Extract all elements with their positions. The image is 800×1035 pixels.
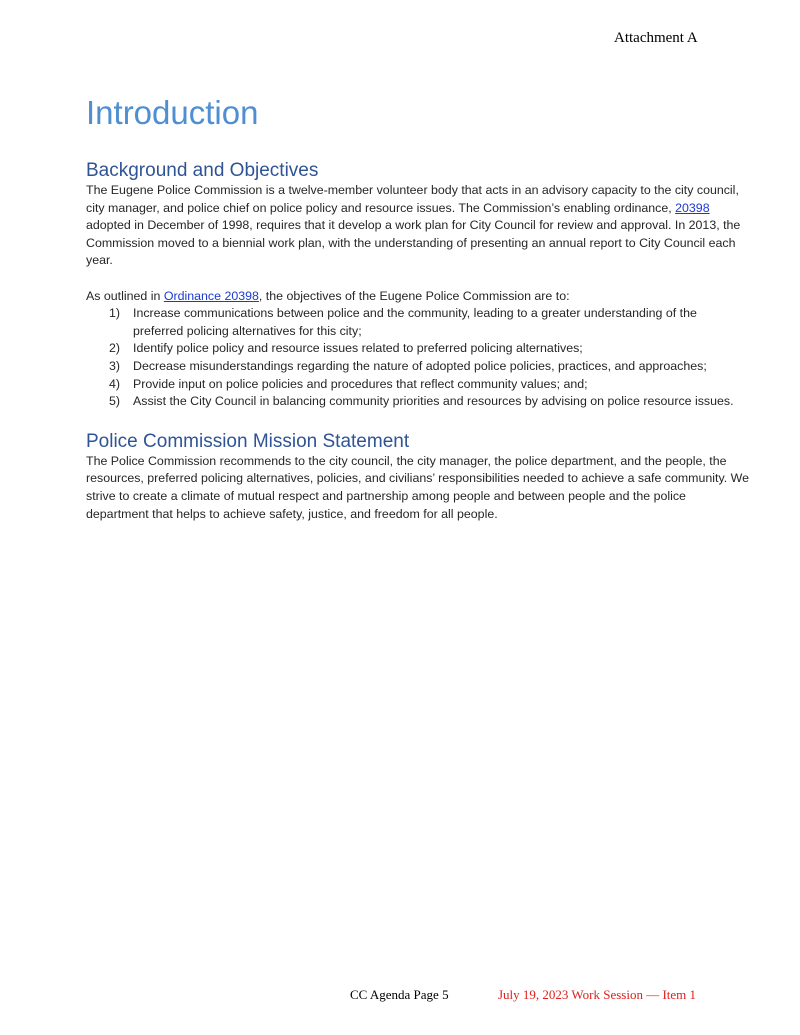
objective-number: 2) bbox=[109, 341, 121, 356]
ordinance-20398-link[interactable]: Ordinance 20398 bbox=[163, 288, 259, 303]
objective-item bbox=[86, 305, 750, 340]
objectives-intro bbox=[86, 288, 750, 306]
objective-number: 4) bbox=[109, 376, 121, 391]
objective-number: 5) bbox=[109, 394, 121, 409]
objective-item bbox=[86, 340, 750, 358]
attachment-label: Attachment A bbox=[614, 30, 698, 46]
mission-paragraph: The Police Commission recommends to the city council, the city manager, the police department, and the people, the resources, preferred policing alternatives, policies, and civilians’ responsibilities needed to achieve a safe community. We strive to create a climate of mutual respect and partnership among people and between people and the police department that helps to achieve safety, justice, and freedom for all people. bbox=[86, 453, 750, 521]
background-heading: Background and Objectives bbox=[86, 160, 319, 181]
objective-item bbox=[86, 358, 750, 376]
ordinance-link[interactable]: 20398 bbox=[675, 200, 710, 215]
objective-item bbox=[86, 393, 750, 411]
background-text-end: adopted in December of 1998, requires that it develop a work plan for City Council for review and approval. In 2013, the Commission moved to a biennial work plan, with the understanding of presenting an annual report to City Council each year. bbox=[86, 218, 741, 268]
mission-heading: Police Commission Mission Statement bbox=[86, 430, 410, 452]
document-body bbox=[86, 90, 750, 523]
background-paragraph bbox=[86, 182, 750, 270]
footer-page-number: CC Agenda Page 5 bbox=[350, 987, 449, 1002]
objective-item bbox=[86, 376, 750, 394]
objective-number: 1) bbox=[109, 306, 121, 321]
objective-number: 3) bbox=[109, 358, 121, 373]
objective-text: Assist the City Council in balancing community priorities and resources by advising on police resource issues. bbox=[133, 394, 734, 409]
objectives-intro-start: As outlined in bbox=[86, 288, 164, 303]
footer-session: July 19, 2023 Work Session — Item 1 bbox=[498, 987, 697, 1002]
page-title: Introduction bbox=[86, 94, 259, 131]
objectives-list bbox=[86, 305, 750, 411]
background-text-start: The Eugene Police Commission is a twelve-member volunteer body that acts in an advisory capacity to the city council, city manager, and police chief on police policy and resource issues. The Commission’s enabling ordinance, bbox=[86, 183, 739, 215]
objectives-intro-end: , the objectives of the Eugene Police Commission are to: bbox=[258, 288, 570, 303]
objective-text: Provide input on police policies and procedures that reflect community values; and; bbox=[133, 376, 588, 391]
objective-text: Identify police policy and resource issues related to preferred policing alternatives; bbox=[133, 341, 583, 356]
objective-text: Decrease misunderstandings regarding the nature of adopted police policies, practices, and approaches; bbox=[133, 358, 707, 373]
objective-text: Increase communications between police and the community, leading to a greater understanding of the preferred policing alternatives for this city; bbox=[133, 306, 697, 338]
